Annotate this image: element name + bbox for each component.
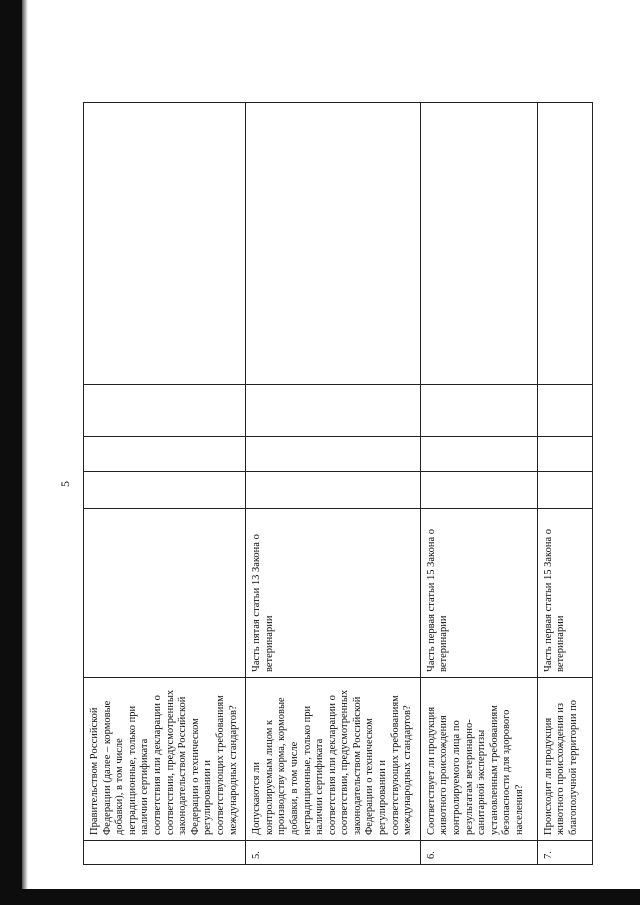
answer-na-cell xyxy=(246,385,421,437)
table-row xyxy=(420,103,537,865)
answer-yes-cell xyxy=(246,472,421,509)
answer-yes-cell xyxy=(420,472,537,509)
question-cell: Происходит ли продукция животного происхождения из благополучной территории по xyxy=(537,678,592,841)
answer-no-cell xyxy=(537,437,592,472)
scan-edge-bottom xyxy=(0,889,640,905)
note-cell xyxy=(420,103,537,385)
scan-shade xyxy=(22,0,28,889)
answer-na-cell xyxy=(420,385,537,437)
reference-cell: Часть первая статьи 15 Закона о ветеринарии xyxy=(537,509,592,678)
rotated-document-page xyxy=(58,103,580,865)
reference-cell: Часть пятая статьи 13 Закона о ветеринарии xyxy=(246,509,421,678)
row-number xyxy=(84,841,246,865)
question-cell: Допускаются ли контролируемым лицом к производству корма, кормовые добавки, в том числе нетрадиционные, только при наличии сертификата соответствия или декларации о соответствии, предусмотренных законодательством Российской Федерации о техническом регулировании и соответствующих требованиям международных стандартов? xyxy=(246,678,421,841)
row-number: 6. xyxy=(420,841,537,865)
table-row xyxy=(246,103,421,865)
note-cell xyxy=(246,103,421,385)
row-number: 7. xyxy=(537,841,592,865)
page-number: 5 xyxy=(58,481,72,487)
answer-no-cell xyxy=(84,437,246,472)
table-row xyxy=(84,103,246,865)
question-cell: Правительством Российской Федерации (далее – кормовые добавки), в том числе нетрадиционные, только при наличии сертификата соответствия или декларации о соответствии, предусмотренных законодательством Российской Федерации о техническом регулировании и соответствующих требованиям международных стандартов? xyxy=(84,678,246,841)
table-row xyxy=(537,103,592,865)
reference-cell: Часть первая статьи 15 Закона о ветеринарии xyxy=(420,509,537,678)
row-number: 5. xyxy=(246,841,421,865)
scan-edge-left xyxy=(0,0,22,905)
question-cell: Соответствует ли продукция животного происхождения контролируемого лица по результатам ветеринарно-санитарной экспертизы установленным требованиям безопасности для здорового населения? xyxy=(420,678,537,841)
note-cell xyxy=(537,103,592,385)
answer-na-cell xyxy=(84,385,246,437)
answer-no-cell xyxy=(420,437,537,472)
answer-yes-cell xyxy=(537,472,592,509)
answer-yes-cell xyxy=(84,472,246,509)
note-cell xyxy=(84,103,246,385)
reference-cell xyxy=(84,509,246,678)
answer-no-cell xyxy=(246,437,421,472)
checklist-table xyxy=(83,102,593,865)
answer-na-cell xyxy=(537,385,592,437)
